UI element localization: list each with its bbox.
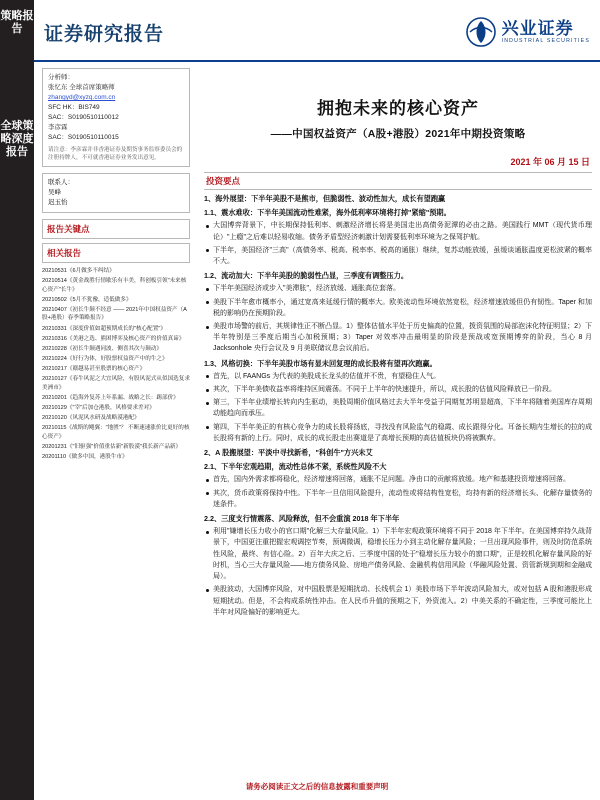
related-report-item[interactable]: 20201231《"旧驱强"价值重估新"新股漠"我长新产品新》	[42, 443, 182, 450]
section-heading-1: 1.3、风格切换：下半年美股市场有显未回复理的成长股将有望再次跑赢。	[204, 358, 437, 368]
related-reports-list	[42, 267, 190, 461]
bullet-point: 利用"嫌增长压力收小的官口期"化解三大存量风险。1）下半年宏观政策环境将不同于 2018 年下半年。在美国博弈持久战背景下，中国更注重把握宏观调控节奏，预调微调，稳增长压力小到主动化解存量风险；一旦出现风险事件，则及时防范系统性风险，最终、有信心险。2）百年大庆之后、三季度中国的处于"稳增长压力较小的窗口期"，正是较机化解存量风险的好时机，当心三大存量风险——地方债务风险、房地产债务风险、金融机构信用风险（华融风险处置、资管新规到期和金融成局）。	[204, 526, 592, 582]
related-report-item[interactable]: 20210115《战斯的飓翼："地匮"？ 不断速速涨价比更好的核心资产》	[42, 425, 190, 440]
related-report-item[interactable]: 20210331《深度价值如超预期成长的"核心配置"》	[42, 325, 166, 332]
related-report-item[interactable]: 20210120《风泥风水研及战略漠港配》	[42, 414, 140, 421]
investment-points-body	[204, 193, 592, 618]
section-heading-2: 2.2、三度支行情震落、风险释放，但不会重演 2018 年下半年	[204, 514, 400, 524]
logo-icon	[466, 17, 496, 47]
analyst-name-2: 李彦霖	[48, 124, 68, 131]
analyst-label: 分析师：	[48, 74, 74, 81]
sidebar-label-top: 策略报告	[0, 10, 34, 35]
related-report-item[interactable]: 20210316《美港之选、熊困博弈及核心资产的价值真谛》	[42, 335, 185, 342]
related-report-item[interactable]: 20210201《趋海外复苏上年系漏、战略之长：踢部价》	[42, 394, 179, 401]
brand-name-cn: 兴业证券	[501, 18, 574, 38]
report-header	[34, 0, 600, 62]
section-heading-2: 1.1、震水难收：下半年美国流动性难紧，海外低利率环境将打掉"紧缩"预期。	[204, 208, 451, 218]
analyst-disclaimer: 请注意：李彦霖并非香港证券及期货事务监察委员会的注册持牌人，不可就香港证券业务发出意见。	[48, 147, 183, 161]
analyst-name: 张忆东 全球首席策略师	[48, 84, 115, 91]
analyst-box	[42, 68, 190, 167]
page-footer: 请务必阅读正文之后的信息披露和重要声明	[245, 782, 389, 791]
section-heading-2: 1.2、流动加大：下半年美股的脆弱性凸显，三季度有调整压力。	[204, 271, 409, 281]
document-subtitle: ——中国权益资产（A股+港股）2021年中期投资策略	[270, 128, 526, 140]
related-report-item[interactable]: 20201110《做多中国，港股牛市》	[42, 453, 128, 460]
related-report-item[interactable]: 20210224《好行为体，好股票权益资产中的牛之》	[42, 355, 168, 362]
bullet-point: 美股波动，大国博弈风险，对中国股票是短期扰动、长线机会 1）美股市场下半年波动风险加大，或对包括 A 股和港股形成短期扰动。但是，不会构成系统性冲击。在人民币升值的预期之下，外资流入。2）中美关系的不确定性，三季度可能比上半年对风险偏好的影响更大。	[204, 584, 592, 618]
content-columns	[34, 62, 600, 618]
contact-name-1: 吴峰	[48, 189, 61, 196]
section-heading-2: 2.1、下半年宏观趋期，流动性总体不紧，系统性风险不大	[204, 462, 387, 472]
related-report-item[interactable]: 20210228《初长牛颠遇同波、侧喜其次与颠动》	[42, 345, 162, 352]
contact-name-2: 迟玉怡	[48, 199, 68, 206]
analyst-sac: SAC：S0190510110012	[48, 114, 119, 121]
bullet-point: 其次，货币政策将保持中性。下半年一旦信用风险提升，流动性或将结构性宽松，均持有新的经济增长头、化解存量债务的迷条件。	[204, 488, 592, 510]
bullet-point: 首先，以 FAANGs 为代表的美股成长龙头的估值并不贵，有望稳住人气。	[204, 371, 592, 382]
brand-text	[502, 20, 590, 44]
related-report-item[interactable]: 20210127《春牛风泥之大宜风险，有股风泥式从似国选复求美洲市》	[42, 376, 190, 391]
bullet-point: 美股下半年愈市概率小，通过宽高来延缓行情的概率大。欧美流动性环境依然宽松，经济增速放缓但仍有韧性。Taper 和加税的影响仍在预期阶段。	[204, 297, 592, 319]
bullet-point: 美股市场警的前后，其规律性正不断凸显。1）整体估值水平处于历史偏高的位置，拨资氛围的局部泡沫化特征明显；2）下半年特别是三季度后期当心加税预期；3）Taper 对效率冲击最明显的阶段是预战或宽预期博弈的阶段，当心 8 月 Jacksonhole 央行会议及 9 月美联储议息会议前后。	[204, 321, 592, 355]
bullet-point: 其次，下半年美债收益率将维持区间震荡。不同于上半年的快速提升，所以，成长股的估值风险释放已一阶段。	[204, 384, 592, 395]
bullet-point: 第三，下半年业绩增长转向内生驱动，美股周期价值风格过去大半年受益于同期复苏明显超高，下半年将随着美国库存周期动能趋向而承压。	[204, 397, 592, 419]
related-reports-heading: 相关报告	[42, 243, 190, 263]
brand-name-en: INDUSTRIAL SECURITIES	[501, 37, 590, 44]
related-report-item[interactable]: 20210514《黄金战胜行情歇乐有丰美，科创板引领"未来核心资产"长牛》	[42, 278, 187, 293]
bullet-point: 下半年美国经济或步入"美滞胀"，经济放缓、通胀高位套落。	[204, 283, 592, 294]
related-report-item[interactable]: 20210217《赣越易甚至股票的核心资产》	[42, 365, 146, 372]
bullet-point: 大国博弈背景下，中长期保持低利率、刺激经济增长将是美国走出高债务泥潭的必由之路。美国践行 MMT（现代货币理论）"上瘾"之后难以轻易收缩。债务矛盾型经济刺激计划需要低利率环境为之保驾护航。	[204, 220, 592, 242]
right-column	[196, 62, 600, 618]
analyst-sac-2: SAC：S0190510110015	[48, 134, 119, 141]
contact-label: 联系人：	[48, 179, 74, 186]
vertical-sidebar	[0, 0, 34, 800]
document-title: 拥抱未来的核心资产	[317, 99, 479, 118]
investment-points-heading: 投资要点	[204, 172, 592, 190]
left-column	[34, 62, 196, 618]
header-title: 证券研究报告	[44, 23, 165, 45]
section-heading-1: 1、海外展望：下半年美股不是熊市，但脆弱性、波动性加大，成长有望跑赢	[204, 194, 446, 203]
analyst-email[interactable]: zhangyd@xyzq.com.cn	[48, 94, 116, 101]
bullet-point: 下半年，美国经济"三高"（高债务率、税高、税率率、税高的通胀）继续，复苏动能放缓，虽缓谈通胀温度更松波紧的概率不大。	[204, 245, 592, 267]
report-main	[34, 0, 600, 800]
keypoints-heading: 报告关键点	[42, 219, 190, 239]
bullet-point: 第四，下半年美正的有核心竞争力的成长股将扬底，寻找没有风险监气的稳霞、成长跟得分化。耳备长期内生增长的拉的成长股将有新的上行。同时，成长的成长股走出赛道是了高增长预期的高估值板块仍将被飘弃。	[204, 422, 592, 444]
section-heading-1: 2、A 股搬展望：平淡中寻找新希，"科创牛"方兴未艾	[204, 448, 373, 458]
bullet-point: 首先，国内外需求都将稳化，经济增速将回落，通胀不足问题。净由口的贡献将放缓。地产和基建投资增速将回落。	[204, 474, 592, 485]
related-report-item[interactable]: 20210531《6月做多不纠结》	[42, 268, 115, 274]
contact-box	[42, 173, 190, 213]
analyst-sfc: SFC HK：BIS749	[48, 104, 100, 111]
related-report-item[interactable]: 20210502《5月不犹豫，适低做多》	[42, 296, 132, 303]
brand-logo	[466, 17, 590, 47]
related-report-item[interactable]: 20210129《"宰"后加仓港股，风格要求差对》	[42, 404, 155, 411]
sidebar-label-mid: 全球策略深度报告	[0, 120, 34, 158]
related-report-item[interactable]: 20210407《初长牛颠不经意 —— 2021年中国权益资产（A股+港股）春季策略报告》	[42, 306, 187, 322]
document-date: 2021 年 06 月 15 日	[510, 157, 590, 167]
